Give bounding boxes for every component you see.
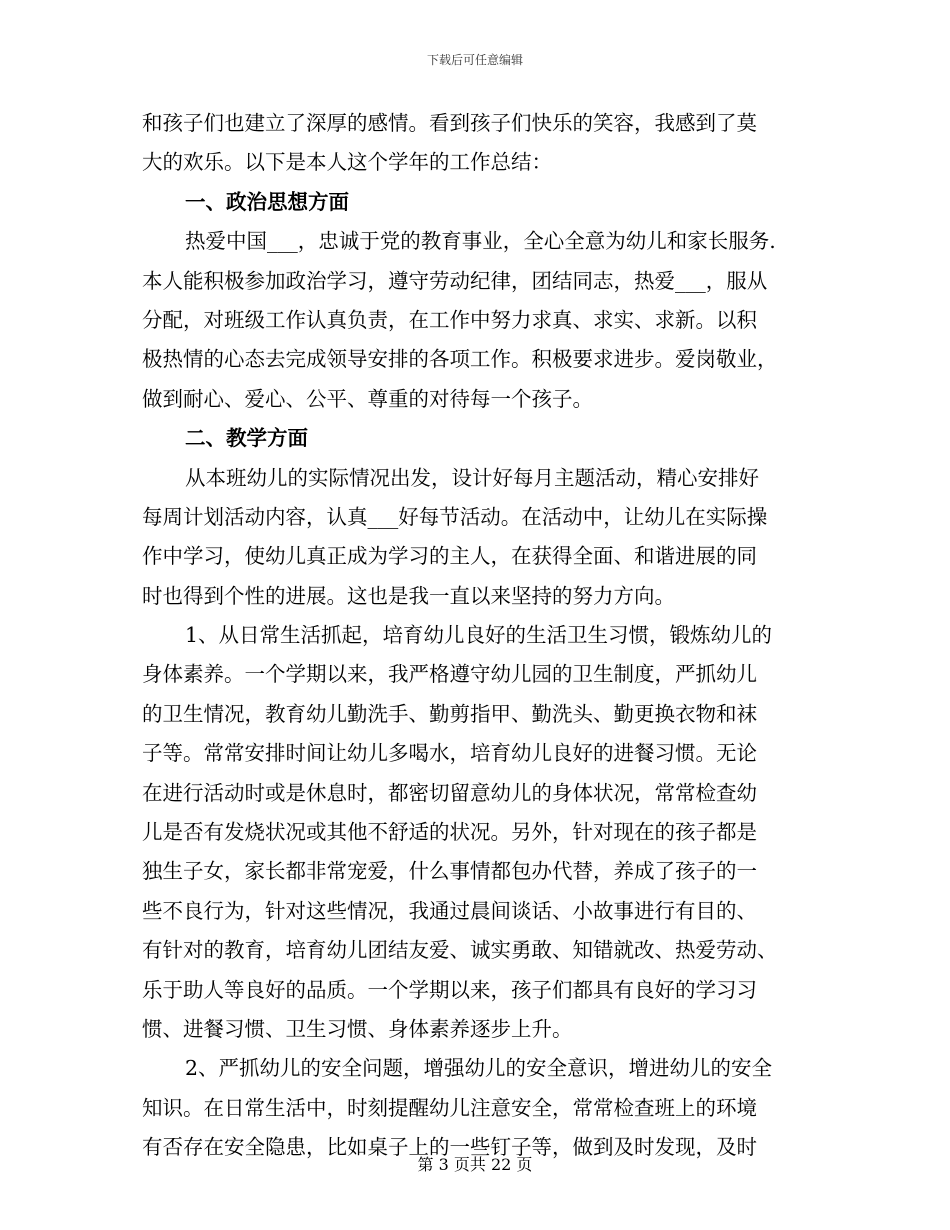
paragraph-line: 乐于助人等良好的品质。一个学期以来，孩子们都具有良好的学习习 bbox=[142, 977, 757, 1002]
section-heading: 二、教学方面 bbox=[185, 426, 308, 451]
paragraph-line: 1、从日常生活抓起，培育幼儿良好的生活卫生习惯，锻炼幼儿的 bbox=[185, 623, 773, 648]
paragraph-line: 在进行活动时或是休息时，都密切留意幼儿的身体状况，常常检查幼 bbox=[142, 780, 757, 805]
paragraph-line: 和孩子们也建立了深厚的感情。看到孩子们快乐的笑容，我感到了莫 bbox=[142, 111, 757, 135]
paragraph-line: 2、严抓幼儿的安全问题，增强幼儿的安全意识，增进幼儿的安全 bbox=[185, 1056, 773, 1081]
section-heading: 一、政治思想方面 bbox=[185, 189, 349, 214]
paragraph-line: 些不良行为，针对这些情况，我通过晨间谈话、小故事进行有目的、 bbox=[142, 898, 757, 923]
paragraph-line: 从本班幼儿的实际情况出发，设计好每月主题活动，精心安排好 bbox=[185, 465, 759, 490]
paragraph-line: 本人能积极参加政治学习，遵守劳动纪律，团结同志，热爱___，服从 bbox=[142, 268, 768, 293]
document-body bbox=[142, 104, 810, 1168]
paragraph-line: 有否存在安全隐患，比如桌子上的一些钉子等，做到及时发现，及时 bbox=[142, 1135, 757, 1160]
paragraph-line: 时也得到个性的进展。这也是我一直以来坚持的努力方向。 bbox=[142, 583, 675, 608]
paragraph-line: 有针对的教育，培育幼儿团结友爱、诚实勇敢、知错就改、热爱劳动、 bbox=[142, 938, 778, 963]
paragraph-line: 子等。常常安排时间让幼儿多喝水，培育幼儿良好的进餐习惯。无论 bbox=[142, 741, 757, 766]
page-footer: 第 3 页共 22 页 bbox=[417, 1155, 533, 1174]
paragraph-line: 知识。在日常生活中，时刻提醒幼儿注意安全，常常检查班上的环境 bbox=[142, 1095, 757, 1120]
paragraph-line: 大的欢乐。以下是本人这个学年的工作总结： bbox=[142, 150, 552, 175]
paragraph-line: 身体素养。一个学期以来，我严格遵守幼儿园的卫生制度，严抓幼儿 bbox=[142, 662, 757, 687]
paragraph-line: 做到耐心、爱心、公平、尊重的对待每一个孩子。 bbox=[142, 386, 593, 411]
paragraph-line: 每周计划活动内容，认真___好每节活动。在活动中，让幼儿在实际操 bbox=[142, 504, 768, 529]
paragraph-line: 的卫生情况，教育幼儿勤洗手、勤剪指甲、勤洗头、勤更换衣物和袜 bbox=[142, 701, 757, 726]
page-header: 下载后可任意编辑 bbox=[426, 53, 523, 67]
paragraph-line: 惯、进餐习惯、卫生习惯、身体素养逐步上升。 bbox=[142, 1016, 573, 1041]
paragraph-line: 分配，对班级工作认真负责，在工作中努力求真、求实、求新。以积 bbox=[142, 307, 757, 332]
paragraph-line: 热爱中国___，忠诚于党的教育事业，全心全意为幼儿和家长服务. bbox=[185, 229, 776, 254]
paragraph-line: 独生子女，家长都非常宠爱，什么事情都包办代替，养成了孩子的一 bbox=[142, 859, 757, 884]
paragraph-line: 极热情的心态去完成领导安排的各项工作。积极要求进步。爱岗敬业， bbox=[142, 347, 778, 372]
paragraph-line: 儿是否有发烧状况或其他不舒适的状况。另外，针对现在的孩子都是 bbox=[142, 820, 757, 845]
paragraph-line: 作中学习，使幼儿真正成为学习的主人，在获得全面、和谐进展的同 bbox=[142, 544, 757, 569]
